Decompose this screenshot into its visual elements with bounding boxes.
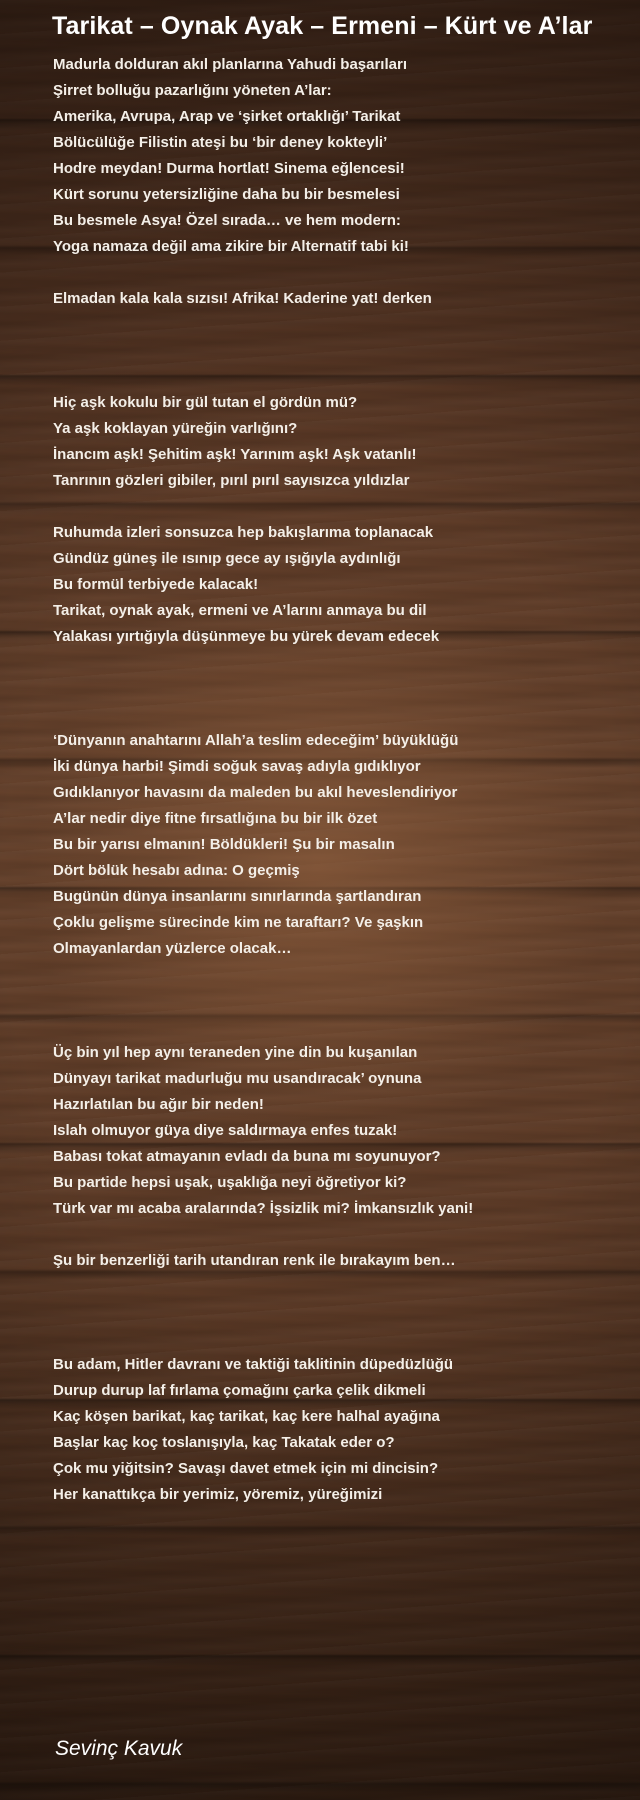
poem-line: Hodre meydan! Durma hortlat! Sinema eğlencesi!: [53, 160, 405, 177]
poem-line: Ya aşk koklayan yüreğin varlığını?: [53, 420, 298, 437]
poem-line: Elmadan kala kala sızısı! Afrika! Kaderine yat! derken: [53, 290, 432, 307]
poem-line: Hiç aşk kokulu bir gül tutan el gördün mü?: [53, 394, 358, 411]
stanza-gap: [53, 1222, 613, 1248]
poem-line: Hazırlatılan bu ağır bir neden!: [53, 1096, 264, 1113]
poem-line: Yoga namaza değil ama zikire bir Alternatif tabi ki!: [53, 238, 409, 255]
poem-title: Tarikat – Oynak Ayak – Ermeni – Kürt ve A’lar: [52, 12, 593, 40]
section-gap: [53, 962, 613, 1040]
poem-line: Yalakası yırtığıyla düşünmeye bu yürek devam edecek: [53, 628, 440, 645]
poem-line: Her kanattıkça bir yerimiz, yöremiz, yüreğimizi: [53, 1486, 383, 1503]
poem-line: Dünyayı tarikat madurluğu mu usandıracak’ oynuna: [53, 1070, 422, 1087]
poem-line: Üç bin yıl hep aynı teraneden yine din bu kuşanılan: [53, 1044, 418, 1061]
poem-line: Olmayanlardan yüzlerce olacak…: [53, 940, 292, 957]
stanza: [53, 1040, 613, 1222]
section-gap: [53, 1274, 613, 1352]
poem-line: Babası tokat atmayanın evladı da buna mı soyunuyor?: [53, 1148, 441, 1165]
stanza: [53, 52, 613, 260]
poem-line: Ruhumda izleri sonsuzca hep bakışlarıma toplanacak: [53, 524, 434, 541]
stanza: [53, 1352, 613, 1508]
stanza: [53, 520, 613, 650]
poem-line: Türk var mı acaba aralarında? İşsizlik mi? İmkansızlık yani!: [53, 1200, 474, 1217]
poem-line: ‘Dünyanın anahtarını Allah’a teslim edeceğim’ büyüklüğü: [53, 732, 459, 749]
poem-line: Başlar kaç koç toslanışıyla, kaç Takatak eder o?: [53, 1434, 395, 1451]
poem-line: Dört bölük hesabı adına: O geçmiş: [53, 862, 300, 879]
poem-line: Islah olmuyor güya diye saldırmaya enfes tuzak!: [53, 1122, 398, 1139]
poem-line: Bu bir yarısı elmanın! Böldükleri! Şu bir masalın: [53, 836, 395, 853]
stanza-gap: [53, 260, 613, 286]
stanza: [53, 728, 613, 962]
poem-line: Bu besmele Asya! Özel sırada… ve hem modern:: [53, 212, 401, 229]
section-gap: [53, 312, 613, 390]
poem-line: Bu formül terbiyede kalacak!: [53, 576, 259, 593]
poem-line: Amerika, Avrupa, Arap ve ‘şirket ortaklığı’ Tarikat: [53, 108, 401, 125]
poem-line: Şu bir benzerliği tarih utandıran renk ile bırakayım ben…: [53, 1252, 456, 1269]
poem-author: Sevinç Kavuk: [55, 1737, 183, 1760]
poem-line: Tarikat, oynak ayak, ermeni ve A’larını anmaya bu dil: [53, 602, 427, 619]
poem-body: [53, 52, 613, 1508]
poem-line: Gündüz güneş ile ısınıp gece ay ışığıyla aydınlığı: [53, 550, 401, 567]
stanza: [53, 1248, 613, 1274]
poem-line: Bugünün dünya insanlarını sınırlarında şartlandıran: [53, 888, 422, 905]
poem-line: Kaç köşen barikat, kaç tarikat, kaç kere halhal ayağına: [53, 1408, 440, 1425]
poem-line: Şirret bolluğu pazarlığını yöneten A’lar:: [53, 82, 332, 99]
stanza: [53, 286, 613, 312]
poem-line: İnancım aşk! Şehitim aşk! Yarınım aşk! Aşk vatanlı!: [53, 446, 417, 463]
poem-line: Tanrının gözleri gibiler, pırıl pırıl sayısızca yıldızlar: [53, 472, 410, 489]
poem-line: Bu partide hepsi uşak, uşaklığa neyi öğretiyor ki?: [53, 1174, 407, 1191]
stanza: [53, 390, 613, 494]
poem-line: Durup durup laf fırlama çomağını çarka çelik dikmeli: [53, 1382, 426, 1399]
poem-line: Bölücülüğe Filistin ateşi bu ‘bir deney kokteyli’: [53, 134, 388, 151]
stanza-gap: [53, 494, 613, 520]
poem-line: Kürt sorunu yetersizliğine daha bu bir besmelesi: [53, 186, 400, 203]
poem-line: İki dünya harbi! Şimdi soğuk savaş adıyla gıdıklıyor: [53, 758, 421, 775]
poem-line: Çok mu yiğitsin? Savaşı davet etmek için mi dincisin?: [53, 1460, 439, 1477]
section-gap: [53, 650, 613, 728]
poem-line: Çoklu gelişme sürecinde kim ne taraftarı? Ve şaşkın: [53, 914, 424, 931]
poem-line: A’lar nedir diye fitne fırsatlığına bu bir ilk özet: [53, 810, 378, 827]
poem-line: Bu adam, Hitler davranı ve taktiği taklitinin düpedüzlüğü: [53, 1356, 454, 1373]
poem-line: Madurla dolduran akıl planlarına Yahudi başarıları: [53, 56, 407, 73]
poem-line: Gıdıklanıyor havasını da maleden bu akıl heveslendiriyor: [53, 784, 458, 801]
